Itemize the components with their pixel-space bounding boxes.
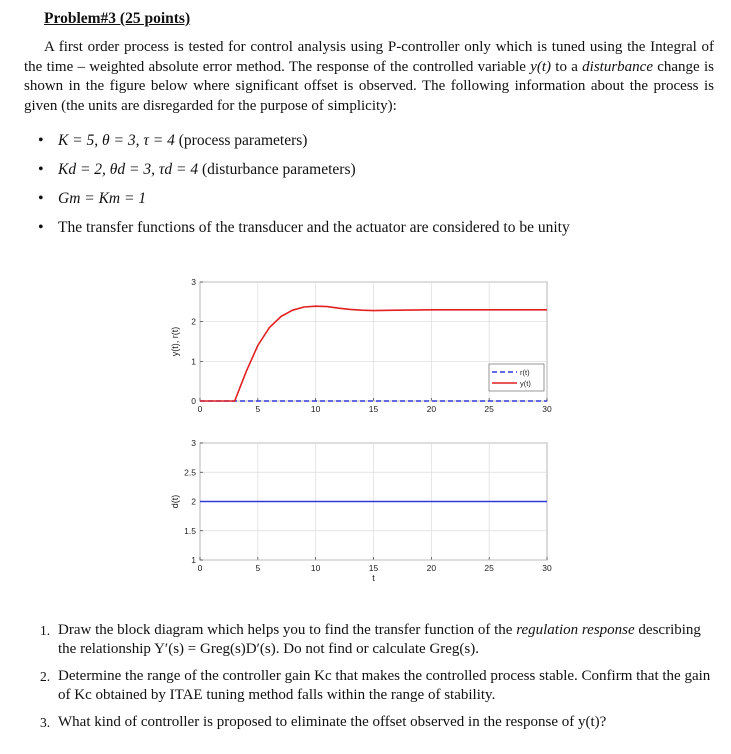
x-tick-label: 0 [197,404,203,414]
x-tick-label: 0 [197,563,203,573]
intro-disturbance-word: disturbance [582,58,653,75]
y-tick-label: 3 [191,277,196,287]
intro-text-3: change is shown in the figure below where significant offset is observed. The following information about the process is given (the units are disregarded for the purpose of simplicity): [24,58,714,114]
param-item-disturbance [38,155,570,184]
question-item [40,621,712,659]
response-figure [160,270,560,590]
problem-title: Problem#3 (25 points) [44,10,191,27]
question-italic: regulation response [516,622,635,638]
intro-text-2: to a [551,58,583,75]
question-text: What kind of controller is proposed to eliminate the offset observed in the response of y(t)? [58,714,607,730]
x-tick-label: 10 [310,404,321,414]
intro-text-1: A first order process is tested for control analysis using P-controller only which is tuned using the Integral of the time – weighted absolute error method. The response of the controlled variable [24,39,714,75]
y-tick-label: 3 [191,438,196,448]
response-figure-svg [160,270,560,590]
y-tick-label: 2 [191,316,196,327]
param-item-transducer [38,213,570,242]
y-tick-label: 2 [191,496,196,507]
question-list [40,621,712,740]
x-tick-label: 25 [484,563,494,573]
question-number: 3. [40,715,51,730]
legend-box [489,364,544,391]
question-number: 1. [40,623,51,638]
x-tick-label: 15 [368,404,379,414]
x-tick-label: 10 [310,563,321,573]
param-note: (disturbance parameters) [202,161,356,178]
x-tick-label: 5 [255,404,261,414]
y-tick-label: 1 [191,356,196,367]
chart-panel-2 [170,438,552,583]
legend-entry-label: y(t) [520,379,531,388]
x-tick-label: 20 [426,404,437,414]
param-item-measurement [38,184,570,213]
y-tick-label: 1 [191,555,196,565]
question-item [40,667,712,705]
problem-intro [24,38,714,116]
chart-panel-1 [170,277,552,414]
y-axis-label: d(t) [170,494,180,509]
param-expr: K = 5, θ = 3, τ = 4 [58,132,175,149]
intro-var-y: y(t) [530,58,552,75]
legend-entry-label: r(t) [520,368,530,377]
parameter-list [38,126,570,242]
y-tick-label: 0 [191,396,196,406]
param-expr: Kd = 2, θd = 3, τd = 4 [58,161,199,178]
question-text: Determine the range of the controller gain Kc that makes the controlled process stable. Confirm that the gain of Kc obtained by ITAE tuning method falls within the range of stability. [58,668,711,703]
x-tick-label: 25 [484,404,494,414]
question-text: Draw the block diagram which helps you to find the transfer function of the [58,622,517,638]
x-tick-label: 30 [542,404,552,414]
param-note: (process parameters) [178,132,308,149]
x-tick-label: 15 [368,563,379,573]
y-tick-label: 2.5 [184,467,196,478]
param-expr: Gm = Km = 1 [58,190,147,207]
x-tick-label: 20 [426,563,437,573]
chart-legend [489,364,544,391]
question-text-2: describing the relationship Y′(s) = Greg(s)D′(s). Do not find or calculate Greg(s). [58,622,701,657]
y-tick-label: 1.5 [184,525,196,536]
x-tick-label: 5 [255,563,261,573]
question-item [40,713,712,732]
param-note: The transfer functions of the transducer and the actuator are considered to be unity [58,219,570,236]
y-axis-label: y(t), r(t) [170,326,180,357]
x-tick-label: 30 [542,563,552,573]
param-item-process [38,126,570,155]
x-axis-label: t [372,573,375,583]
question-number: 2. [40,669,51,684]
